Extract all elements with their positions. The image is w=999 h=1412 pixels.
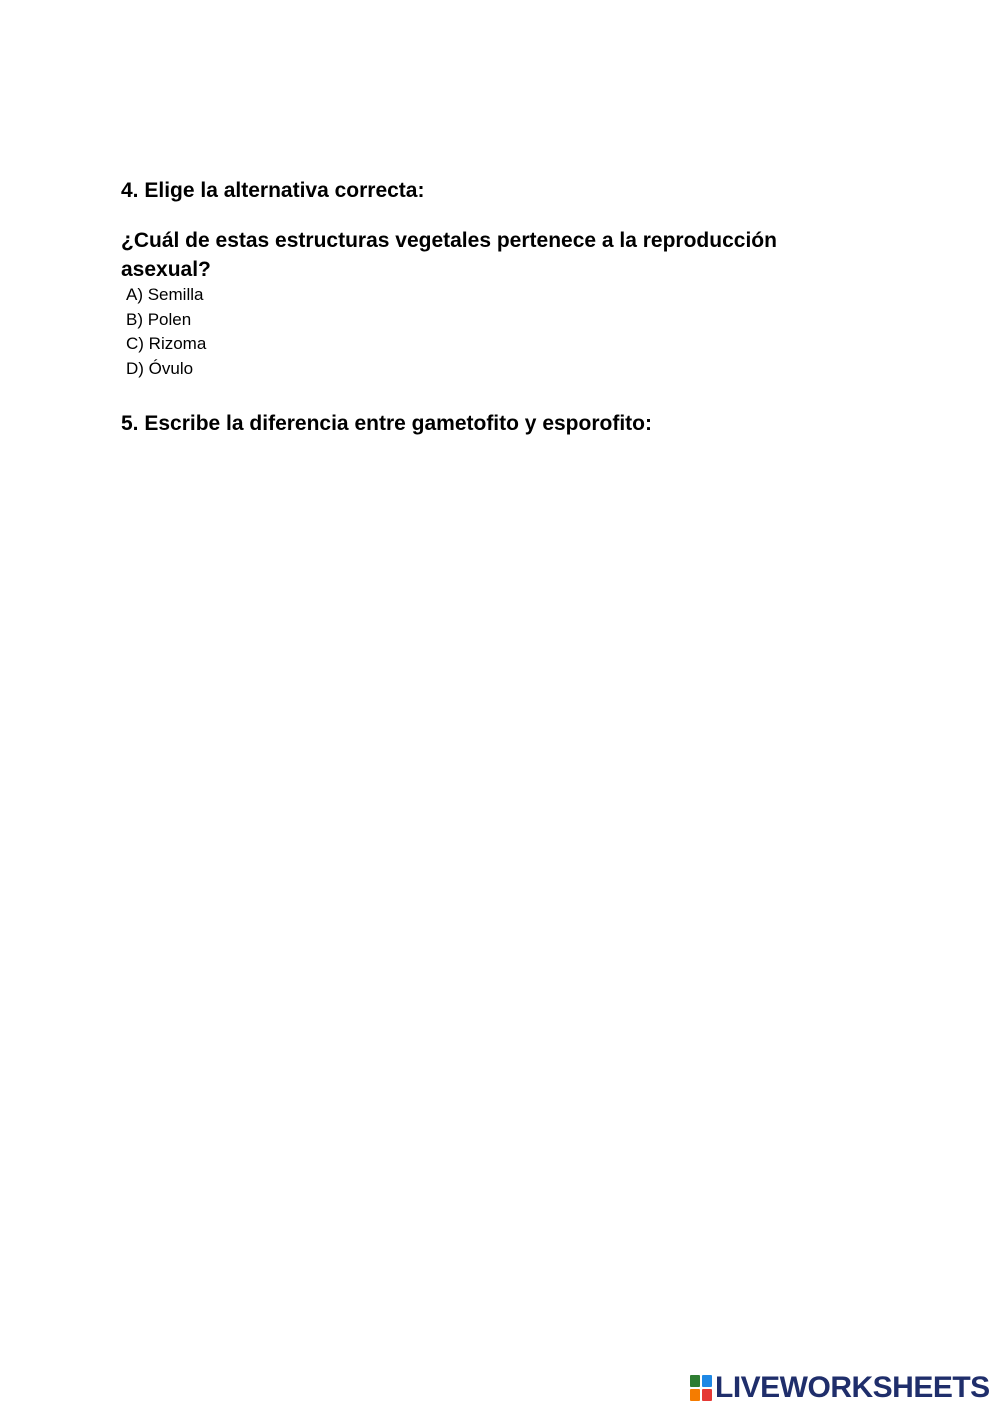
- liveworksheets-logo-icon: [690, 1375, 712, 1401]
- option-c: C) Rizoma: [126, 334, 207, 353]
- brand-name: LIVEWORKSHEETS: [715, 1371, 990, 1404]
- question-4-options: [126, 283, 206, 381]
- question-4-prompt: ¿Cuál de estas estructuras vegetales pertenece a la reproducción asexual?: [121, 229, 777, 281]
- option-b: B) Polen: [126, 309, 192, 329]
- liveworksheets-brand: [690, 1371, 990, 1405]
- question-4-heading: 4. Elige la alternativa correcta:: [121, 179, 425, 202]
- option-d: D) Óvulo: [126, 358, 194, 378]
- option-a: A) Semilla: [126, 285, 204, 304]
- question-5-heading: 5. Escribe la diferencia entre gametofito y esporofito:: [121, 412, 652, 435]
